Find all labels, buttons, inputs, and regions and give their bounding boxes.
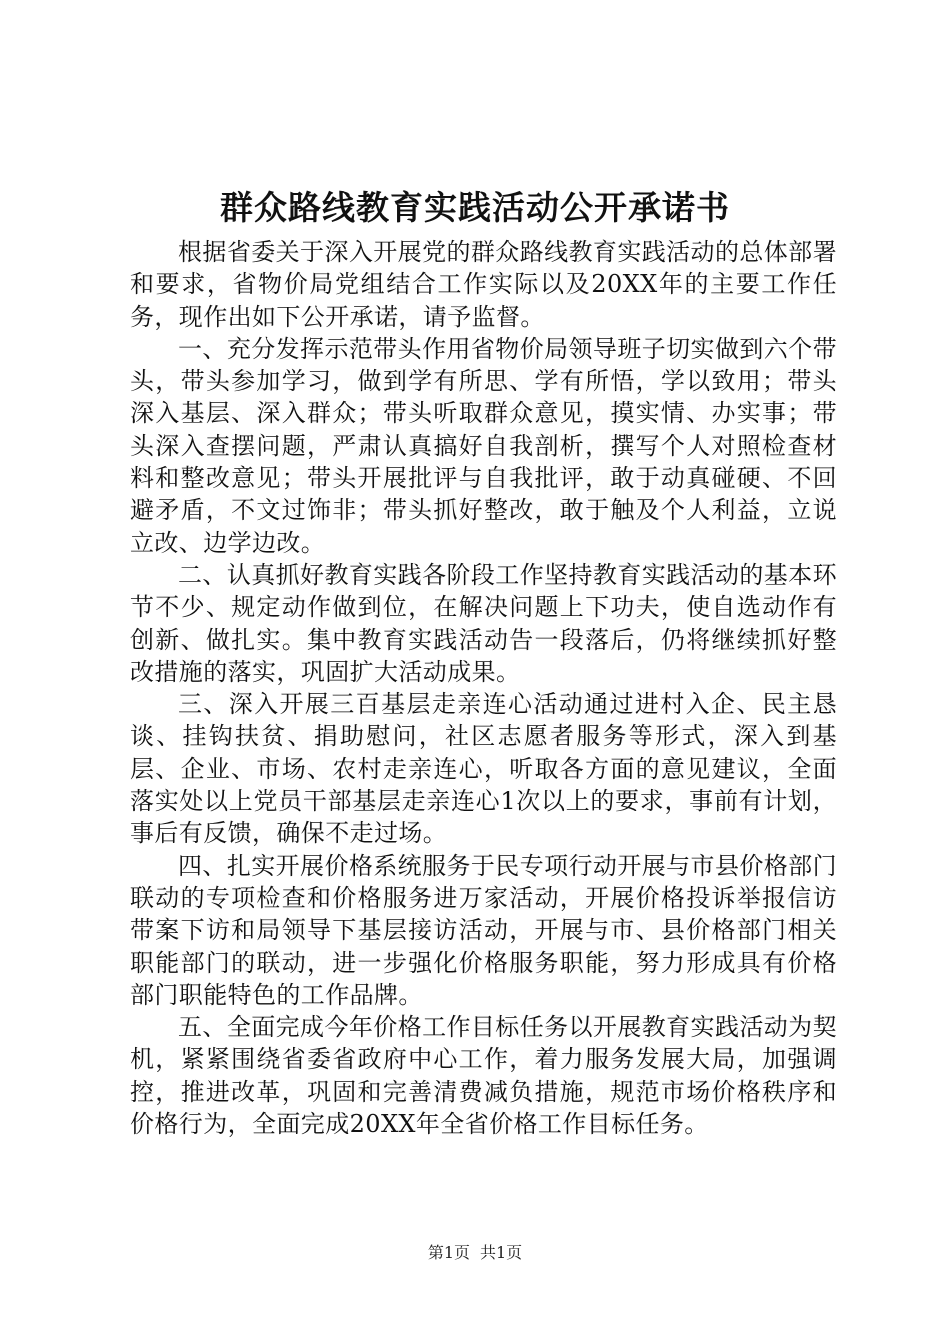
paragraph-commitment-5: 五、全面完成今年价格工作目标任务以开展教育实践活动为契机，紧紧围绕省委省政府中心工作，着力服务发展大局，加强调控，推进改革，巩固和完善清费减负措施，规范市场价格秩序和价格行为，全面完成20XX年全省价格工作目标任务。	[130, 1013, 837, 1139]
paragraph-commitment-2: 二、认真抓好教育实践各阶段工作坚持教育实践活动的基本环节不少、规定动作做到位，在解决问题上下功夫，使自选动作有创新、做扎实。集中教育实践活动告一段落后，仍将继续抓好整改措施的落实，巩固扩大活动成果。	[130, 560, 837, 686]
paragraph-intro: 根据省委关于深入开展党的群众路线教育实践活动的总体部署和要求，省物价局党组结合工作实际以及20XX年的主要工作任务，现作出如下公开承诺，请予监督。	[130, 238, 837, 331]
document-body	[130, 236, 837, 1140]
paragraph-commitment-4: 四、扎实开展价格系统服务于民专项行动开展与市县价格部门联动的专项检查和价格服务进万家活动，开展价格投诉举报信访带案下访和局领导下基层接访活动，开展与市、县价格部门相关职能部门的联动，进一步强化价格服务职能，努力形成具有价格部门职能特色的工作品牌。	[130, 851, 837, 1009]
document-title: 群众路线教育实践活动公开承诺书	[220, 188, 730, 227]
paragraph-commitment-3: 三、深入开展三百基层走亲连心活动通过进村入企、民主恳谈、挂钩扶贫、捐助慰问，社区志愿者服务等形式，深入到基层、企业、市场、农村走亲连心，听取各方面的意见建议，全面落实处以上党员干部基层走亲连心1次以上的要求，事前有计划，事后有反馈，确保不走过场。	[130, 690, 837, 848]
page-total: 共1页	[480, 1243, 523, 1262]
page-number: 第1页	[427, 1243, 470, 1262]
page-footer	[0, 1242, 950, 1264]
paragraph-commitment-1: 一、充分发挥示范带头作用省物价局领导班子切实做到六个带头，带头参加学习，做到学有所思、学有所悟，学以致用；带头深入基层、深入群众；带头听取群众意见，摸实情、办实事；带头深入查摆问题，严肃认真搞好自我剖析，撰写个人对照检查材料和整改意见；带头开展批评与自我批评，敢于动真碰硬、不回避矛盾，不文过饰非；带头抓好整改，敢于触及个人利益，立说立改、边学边改。	[130, 334, 837, 557]
